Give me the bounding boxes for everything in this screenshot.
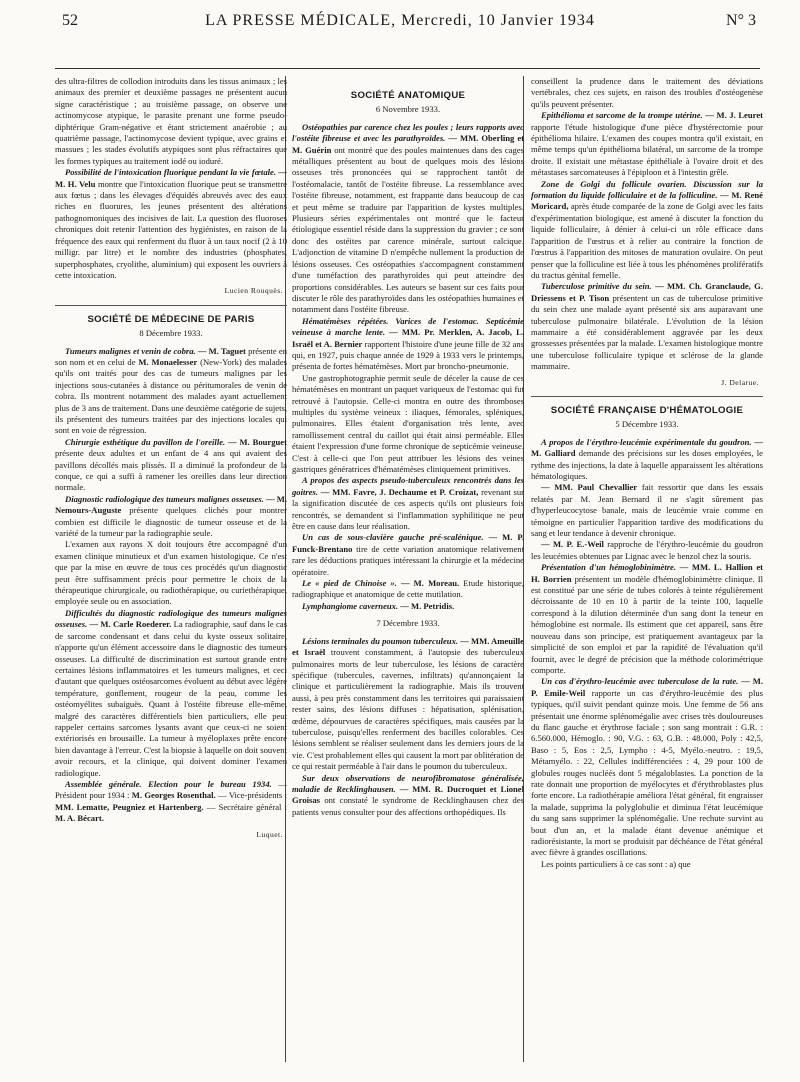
- paragraph: [55, 608, 287, 779]
- article-title: Assemblée générale. Election pour le bureau 1934.: [65, 778, 272, 789]
- text: présentent un cas de tuberculose primitive du sein chez une malade ayant présenté six ans auparavant une tuberculose pulmonaire bilatérale. L'évolution de la lésion mammaire a été considérablement aggravée par les deux grossesses présentées par la malade. L'examen histologique montre une tuberculose folliculaire typique et sclérose de la glande mammaire.: [531, 292, 763, 372]
- paragraph: [55, 437, 287, 494]
- column-1: [55, 76, 287, 1066]
- text: présente deux adultes et un enfant de 4 ans qui avaient des pavillons décollés mais plissés. Il a diminué la profondeur de la conque, ce qui a suffi à ramener les oreilles dans leur direction normale.: [55, 448, 287, 493]
- author: — MM. Oberling et M. Guérin: [292, 133, 524, 155]
- text: présente quelques clichés pour montrer combien est difficile le diagnostic de tumeur osseuse et de la variété de la tumeur par la radiographie seule.: [55, 505, 287, 539]
- paragraph: [531, 562, 763, 676]
- signature: J. Delarue.: [721, 377, 759, 387]
- text: après étude comparée de la zone de Golgi avec les faits d'expérimentation biologique, est amené à discuter la fonction du liquide folliculaire, à dénier à celui-ci un rôle efficace dans l'apparition de l'œstrus et à relier au contraire la fonction de l'œstrus à l'apparition des mitoses de maturation ovulaire. On peut penser que la folliculine est liée à tous les phénomènes prolifératifs du tractus génital femelle.: [531, 201, 763, 280]
- paragraph: des ultra-filtres de collodion introduits dans les tissus animaux ; les animaux des premier et deuxième passages ne présentent aucun signe caractéristique ; au troisième passage, on observe une actinomycose atypique, le parasite prenant une forme pseudo-diphtérique Gram-négative et étant strictement anaérobie ; au quatrième passage, l'actinomycose devient typique, avec grains et massues ; les stades évolutifs atypiques sont plus réfractaires que les formes typiques au traitement iodé ou ioduré.: [55, 76, 287, 166]
- text: fait ressortir que dans les essais relatés par M. Jean Bernard il ne s'agit sûrement pas d'hyperleucocytose banale, mais de leucémie vraie comme en témoigne en particulier l'apparition tardive des modifications du sang et leur tendance à devenir chronique.: [531, 482, 763, 539]
- paragraph: [292, 578, 524, 601]
- text: La radiographie, sauf dans le cas de sarcome condensant et dans celui du kyste osseux solitaire, n'apporte qu'un élément accessoire dans le diagnostic des tumeurs osseuses. La difficulté de discrimination est surtout grande entre certaines lésions inflammatoires et les tumeurs malignes, et ceci d'autant que quelques ostéosarcomes évoluent au début avec légère température, gonflement, rougeur de la peau, comme les ostéomyélites subaiguës. Quant à l'ostéite fibreuse elle-même, malgré des caractères différentiels bien particuliers, elle peut rappeler certains sarcomes lysants avant que ceux-ci ne soient extériorisés en brousaille. La tumeur à myéloplaxes prête encore bien davantage à l'erreur. C'est la biopsie à laquelle on doit souvent avoir recours, et la clinique, qui doivent dominer l'examen radiologique.: [55, 619, 287, 778]
- section-heading: SOCIÉTÉ FRANÇAISE D'HÉMATOLOGIE: [550, 404, 744, 416]
- signature: Lucien Rouquès.: [224, 286, 283, 296]
- text: ont montré que des poules maintenues dans des cages métalliques présentent au bout de quelques mois des lésions osseuses très prononcées qui se rapprochent tantôt de l'ostéomalacie, tantôt de l'ostéite fibreuse. La ressemblance avec l'ostéite fibreuse, notamment, est frappante dans beaucoup de cas et peut même se traduire par l'apparition de kystes multiples. Plusieurs séries expérimentales ont montré que le facteur étiologique essentiel réside dans la suppression du gravier ; ce sont donc des ostéites par carence minérale, surtout calcique. L'adjonction de vitamine D n'empêche nullement la production de lésions osseuses. Ces ostéopathies s'accompagnent constamment d'une tuméfaction des parathyroïdes qui peut atteindre des proportions considérables. Les auteurs se basent sur ces faits pour discuter le rôle des parathyroïdes dans les ostéopathies humaines et notamment dans l'ostéite fibreuse.: [292, 144, 524, 315]
- article-title: Lymphangiome caverneux.: [302, 600, 399, 611]
- author: — MM. Paul Chevallier: [541, 482, 638, 493]
- paragraph: [531, 281, 763, 372]
- section-heading: SOCIÉTÉ DE MÉDECINE DE PARIS: [87, 313, 255, 325]
- author: — M. Taguet: [195, 345, 246, 356]
- paragraph: [531, 179, 763, 282]
- article-title: A propos des aspects pseudo-tuberculeux rencontrés dans les goitres.: [292, 475, 524, 497]
- paragraph: [292, 773, 524, 819]
- separator: [531, 396, 763, 397]
- article-title: Possibilité de l'intoxication fluorique pendant la vie fœtale.: [65, 167, 276, 178]
- author: — M. P. Emile-Weil: [531, 676, 763, 698]
- paragraph: [531, 110, 763, 178]
- paragraph: [531, 539, 763, 562]
- page-header: [40, 10, 760, 34]
- article-title: Lésions terminales du poumon tuberculeux.: [302, 635, 459, 646]
- text: présente en son nom et en celui de: [55, 345, 287, 367]
- session-date: 7 Décembre 1933.: [376, 618, 440, 629]
- article-title: Ostéopathies par carence chez les poules ; leurs rapports avec l'ostéite fibreuse et avec les parathyroïdes.: [292, 121, 524, 144]
- section-heading: SOCIÉTÉ ANATOMIQUE: [350, 90, 466, 101]
- author: — M. H. Velu: [55, 167, 287, 189]
- paragraph: [292, 122, 524, 316]
- signature: Luquet.: [256, 829, 283, 839]
- article-title: Difficultés du diagnostic radiologique des tumeurs malignes osseuses.: [55, 607, 287, 630]
- paragraph: Une gastrophotographie permit seule de déceler la cause de ces hématémèses en montrant un paquet variqueux de l'estomac qui fut retrouvé à l'autopsie. Celle-ci montra en outre des thromboses multiples du système veineux : iliaques, fémorales, spléniques, pulmonaires. Elles étaient d'organisation très lente, avec ramollissement central du caillot qui était ainsi perméable. Elles étaient l'expression d'une forme chronique de septicémie veineuse. C'est à celle-ci que l'on peut attribuer les lésions des veines gastriques génératrices d'hématémèses cliniquement primitives.: [292, 372, 524, 474]
- article-title: Présentation d'un hémoglobinimètre.: [541, 562, 677, 573]
- text: rapproche de l'érythro-leucémie du goudron les leucémies obtenues par Lignac avec le benzol chez la souris.: [531, 539, 763, 561]
- session-date: 5 Décembre 1933.: [615, 419, 679, 430]
- paragraph: [55, 779, 287, 825]
- author: — MM. Ch. Granclaude, G. Driessens et P. Tison: [531, 281, 763, 303]
- author: — M. P. Funck-Brentano: [292, 532, 524, 554]
- author: — MM. Pr. Merklen, A. Jacob, L. Israël et A. Bernier: [292, 327, 524, 349]
- session-date: 6 Novembre 1933.: [375, 104, 441, 115]
- author: M. A. Bécart.: [55, 813, 104, 824]
- text: Etude historique, radiographique et anatomique de cette mutilation.: [292, 578, 524, 600]
- author: — MM. Favre, J. Dechaume et P. Croizat,: [318, 486, 479, 497]
- paragraph: [55, 494, 287, 540]
- author: M. Monaelesser: [138, 356, 198, 367]
- article-title: Un cas d'érythro-leucémie avec tuberculose de la rate.: [541, 676, 739, 687]
- paragraph: [55, 167, 287, 281]
- author: — M. Nemours-Auguste: [55, 493, 287, 516]
- paragraph: [292, 636, 524, 773]
- column-3: [531, 76, 763, 1066]
- paragraph: [292, 532, 524, 578]
- text: tire de cette variation anatomique relativement rare les déductions pratiques intéressant la chirurgie et la médecine opératoire.: [292, 543, 524, 577]
- issue-number: N° 3: [726, 12, 756, 29]
- text: rapporte l'étude histologique d'une pièce d'hystérectomie pour épithélioma hilaire. L'examen des coupes montra qu'il existait, en même temps qu'un épithélioma bilatéral, un sarcome de la trompe droite. Il existait une métastase épithéliale à l'ovaire droit et des métastases sarcomateuses à l'épiploon et à l'intestin grêle.: [531, 121, 763, 178]
- author: M. Georges Rosenthal.: [131, 790, 216, 801]
- article-title: Le « pied de Chinoise ».: [302, 578, 397, 589]
- article-title: Diagnostic radiologique des tumeurs malignes osseuses.: [65, 493, 264, 504]
- journal-title: LA PRESSE MÉDICALE, Mercredi, 10 Janvier 1934: [205, 12, 595, 29]
- author: — MM. R. Ducroquet et Lionel Groisas: [292, 783, 524, 806]
- separator: [55, 305, 287, 306]
- paragraph: [531, 437, 763, 483]
- paragraph: [531, 676, 763, 859]
- paragraph: [55, 346, 287, 437]
- session-date: 8 Décembre 1933.: [139, 328, 203, 339]
- author: — M. René Moricard,: [531, 190, 763, 212]
- text: ont constaté le syndrome de Recklinghausen chez des patients venus consulter pour des affections orthopédiques. Ils: [292, 795, 524, 817]
- paragraph: [292, 601, 524, 612]
- text: montre que l'intoxication fluorique peut se transmettre aux fœtus ; dans les élevages d'équidés abreuvés avec des eaux riches en fluorures, les jeunes présentent des altérations pathognomoniques des incisives de lait. La question des fluoroses chroniques doit retenir l'attention des hygiénistes, en raison de la fréquence des eaux qui renferment du fluor à un taux nocif (2 à 10 milligr. par litre) et le nombre des industries (phosphates, superphosphates, cryolithe, aluminium) qui exposent les ouvriers à cette intoxication.: [55, 178, 287, 280]
- paragraph: conseillent la prudence dans le traitement des déviations vertébrales, chez ces sujets, en raison des troubles d'ostéogenèse qu'ils peuvent présenter.: [531, 76, 763, 109]
- article-title: Tumeurs malignes et venin de cobra.: [65, 345, 196, 356]
- article-title: Hématémèses répétées. Varices de l'estomac. Septicémie veineuse à marche lente.: [292, 315, 524, 338]
- text: (New-York) des malades qu'ils ont traités pour des cas de tumeurs malignes par les injections sous-cutanées à distance ou péritumorales de venin de cobra. Ils montrent notamment des malades ayant actuellement plus de 3 ans de traitement. Dans une deuxième catégorie de sujets, ils présentent des tumeurs traitées par des injections locales qui sont en voie de régression.: [55, 356, 287, 436]
- article-title: Un cas de sous-clavière gauche pré-scalénique.: [302, 532, 484, 543]
- article-title: Chirurgie esthétique du pavillon de l'oreille.: [65, 436, 226, 447]
- author: — M. J. Leuret: [702, 110, 763, 121]
- author: — M. Carle Roederer.: [87, 619, 172, 630]
- author: — M. Petridis.: [398, 600, 455, 611]
- author: — MM. L. Hallion et H. Borrien: [531, 562, 763, 584]
- article-title: Sur deux observations de neurofibromatose généralisée, maladie de Recklinghausen.: [292, 772, 524, 794]
- author: — M. Moreau.: [396, 578, 460, 589]
- paragraph: [292, 475, 524, 532]
- paragraph: L'examen aux rayons X doit toujours être accompagné d'un examen clinique minutieux et d'un examen histologique. Ce n'est que par la mise en œuvre de tous ces procédés qu'un diagnostic peut être suffisamment précis pour permettre le choix de la thérapeutique chirurgicale, ou radiothérapique, ou curiethérapique, employée seule ou en association.: [55, 539, 287, 607]
- text: rapporte un cas d'érythro-leucémie des plus typiques, qu'il suivit pendant quinze mois. Une femme de 56 ans présentait une énorme splénomégalie avec crises très douloureuses du flanc gauche et érythrose faciale ; son sang montrait : G.R. : 6.560.000, Hémoglo. : 90, V.G. : 63, G.B. : 48.000, Poly : 42,5, Baso : 5, Eos : 2,5, Lympho : 4-5, Myélo.-neutro. : 19,5, Métamyélo. : 22, Cellules indifférenciées : 4, 29 pour 100 de globules rouges nucléés dont 5 mégaloblastes. La ponction de la rate donnait une proportion de myélocytes et d'érythroblastes plus forte encore. La radiothérapie améliora l'état général, fit engraisser la malade, supprima la polyglobulie et diminua l'état leucémique du sang sans supprimer la splénomégalie. Une rechute survint au bout d'un an, et la malade étant devenue anémique et radiorésistante, la mort se produisit par déchéance de l'état général avec fièvre à grandes oscillations.: [531, 687, 763, 858]
- article-title: Zone de Golgi du follicule ovarien. Discussion sur la formation du liquide folliculaire et de la folliculine.: [531, 178, 763, 201]
- article-title: Tuberculose primitive du sein.: [541, 281, 652, 292]
- paragraph: [531, 482, 763, 539]
- header-rule: [55, 68, 760, 69]
- author: — M. P. E.-Weil: [541, 539, 604, 550]
- text: — Secrétaire général :: [203, 801, 287, 812]
- paragraph: [292, 316, 524, 373]
- page-number: 52: [62, 12, 78, 29]
- column-2: [292, 76, 524, 1066]
- author: — M. Galliard: [531, 436, 763, 459]
- text: trouvent constamment, à l'autopsie des tuberculeux pulmonaires morts de leur tuberculose, les lésions de caractère spécifique (tubercules, cavernes, infiltrats) qu'annonçaient la clinique et particulièrement la radiographie. Mais ils trouvent aussi, à peu près constamment dans les territoires qui paraissaient rester sains, des lésions diffuses : hépatisation, splénisation, œdème, dépourvues de caractères spécifiques, mais causées par la tuberculose, puisqu'elles renferment des bacilles colorables. Ces lésions semblent se réaliser seulement dans les derniers jours de la vie. C'est probablement elles qui causent la mort par oblitération de ce qui restait perméable à l'air dans le poumon du tuberculeux.: [292, 647, 524, 772]
- text: demande des précisions sur les doses employées, le rythme des injections, la date à laquelle apparaissent les altérations hématologiques.: [531, 448, 763, 481]
- text: présentent un modèle d'hémoglobinimètre clinique. Il est constitué par une série de tubes colorés à teinte régulièrement décroissante de 10 en 10 à partir de la teinte 100, laquelle correspond à la dilution déterminée d'un sang dont la teneur en hémoglobine est normale. Ils estiment que cet appareil, sans être nouveau dans son principe, est pratiquement avantageux par la simplicité de son emploi et par la rapidité de l'évaluation qu'il fournit, avec le degré de précision que la méthode colorimétrique comporte.: [531, 573, 763, 675]
- author: MM. Lematte, Peugniez et Hartenberg.: [55, 801, 204, 812]
- text: — Président pour 1934 :: [55, 778, 287, 801]
- paragraph: Les points particuliers à ce cas sont : a) que: [541, 858, 691, 869]
- author: — MM. Ameuille et Israël: [292, 635, 524, 658]
- text: revenant sur la signification discutée de ces aspects qu'ils ont plusieurs fois rencontrés, se demandent si l'inflammation syphilitique ne peut être en cause dans leur réalisation.: [292, 486, 524, 532]
- text: rapportent l'histoire d'une jeune fille de 32 ans qui, en 1927, puis chaque année de 1929 à 1933 vers le printemps, présenta de fortes hématémèses. Mort par broncho-pneumonie.: [292, 338, 524, 372]
- text: — Vice-présidents :: [215, 790, 287, 801]
- article-title: A propos de l'érythro-leucémie expérimentale du goudron.: [541, 436, 752, 447]
- article-title: Epithélioma et sarcome de la trompe utérine.: [541, 110, 703, 121]
- author: — M. Bourguet: [225, 436, 287, 447]
